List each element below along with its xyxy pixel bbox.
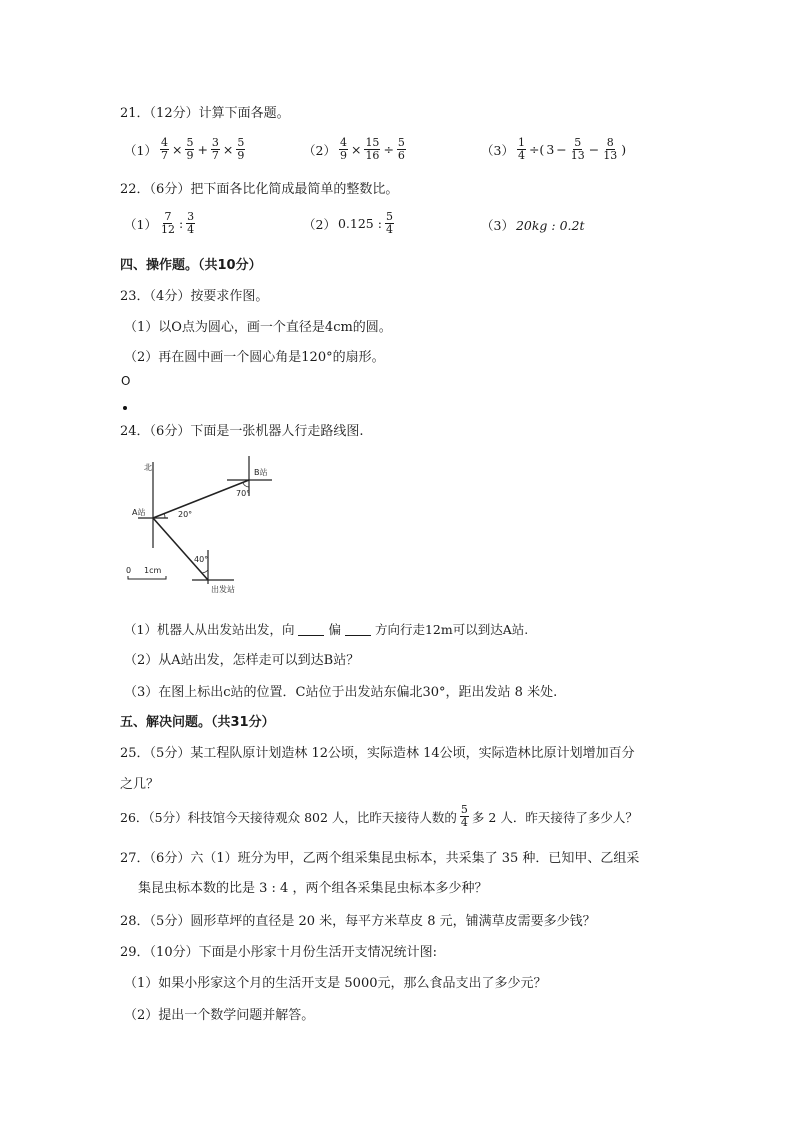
station-b-label: B站 [254, 468, 268, 477]
fraction: $\frac{5}{6}$ [397, 136, 405, 162]
q21-part2-label: （2） [303, 142, 336, 158]
q28: 28．（5分）圆形草坪的直径是 20 米，每平方米草皮 8 元，铺满草皮需要多少钱？ [120, 914, 596, 929]
q21-part3-label: （3） [481, 142, 514, 158]
q23-sub2: （2）再在圆中画一个圆心角是120°的扇形。 [124, 350, 385, 365]
fraction: $\frac{5}{9}$ [237, 136, 245, 162]
angle-20-label: 20° [178, 510, 193, 519]
fraction: $\frac{5}{9}$ [186, 136, 194, 162]
section-5-heading: 五、解决问题。（共31分） [120, 715, 275, 730]
q23-title: 23．（4分）按要求作图。 [120, 289, 269, 304]
scale-length-label: 1cm [144, 566, 162, 575]
point-o-label: O [121, 374, 131, 388]
q22-part2: （2） 0.125 : $\frac{5}{4}$ [303, 210, 393, 236]
q29-title: 29．（10分）下面是小彤家十月份生活开支情况统计图: [120, 945, 437, 960]
scale-zero-label: 0 [126, 566, 132, 575]
robot-route-diagram [122, 456, 282, 606]
fraction: $\frac{8}{13}$ [603, 136, 618, 162]
q29-sub1: （1）如果小彤家这个月的生活开支是 5000元，那么食品支出了多少元？ [124, 976, 547, 991]
north-label: 北 [144, 463, 152, 472]
q22-title: 22．（6分）把下面各比化简成最简单的整数比。 [120, 182, 399, 197]
angle-arc-start [202, 570, 208, 573]
q23-sub1: （1）以O点为圆心，画一个直径是4cm的圆。 [124, 320, 392, 335]
fraction: $\frac{4}{9}$ [339, 136, 347, 162]
q25-line2: 之几？ [120, 777, 160, 792]
fraction: $\frac{7}{12}$ [160, 210, 175, 236]
angle-40-label: 40° [194, 555, 209, 564]
q25-line1: 25．（5分）某工程队原计划造林 12公顷，实际造林 14公顷，实际造林比原计划增加百分 [120, 746, 635, 761]
fraction: $\frac{5}{13}$ [570, 136, 585, 162]
q24-sub3: （3）在图上标出c站的位置．C站位于出发站东偏北30°，距出发站 8 米处. [124, 685, 558, 700]
answer-blank-2[interactable] [345, 623, 371, 636]
q21-part1-label: （1） [124, 142, 157, 158]
fraction: $\frac{5}{4}$ [460, 803, 468, 829]
fraction: $\frac{3}{7}$ [211, 136, 219, 162]
q24-sub2: （2）从A站出发，怎样走可以到达B站？ [124, 653, 360, 668]
q22-part3: （3） 20kg : 0.2t [481, 217, 585, 233]
point-o-marker [123, 406, 127, 410]
q21-part1: （1） $\frac{4}{7}$ × $\frac{5}{9}$ + $\frac{3}{7}$ × $\frac{5}{9}$ [124, 136, 245, 162]
fraction: $\frac{4}{7}$ [160, 136, 168, 162]
q26: 26．（5分）科技馆今天接待观众 802 人，比昨天接待人数的 $\frac{5}{4}$ 多 2 人．昨天接待了多少人？ [120, 803, 638, 829]
q27-line2: 集昆虫标本数的比是 3 : 4 ，两个组各采集昆虫标本多少种？ [138, 881, 488, 896]
q24-title: 24．（6分）下面是一张机器人行走路线图. [120, 424, 364, 439]
fraction: $\frac{5}{4}$ [385, 210, 393, 236]
angle-arc-b [243, 483, 249, 487]
fraction: $\frac{15}{16}$ [365, 136, 380, 162]
q27-line1: 27．（6分）六（1）班分为甲，乙两个组采集昆虫标本，共采集了 35 种．已知甲、乙组采 [120, 851, 640, 866]
fraction: $\frac{3}{4}$ [187, 210, 195, 236]
station-a-label: A站 [132, 508, 146, 517]
angle-70-label: 70° [236, 489, 251, 498]
q21-title: 21．（12分）计算下面各题。 [120, 106, 290, 121]
q21-part2: （2） $\frac{4}{9}$ × $\frac{15}{16}$ ÷ $\frac{5}{6}$ [303, 136, 405, 162]
section-4-heading: 四、操作题。（共10分） [120, 258, 262, 273]
q29-sub2: （2）提出一个数学问题并解答。 [124, 1008, 315, 1023]
start-station-label: 出发站 [211, 585, 235, 594]
fraction: $\frac{1}{4}$ [517, 136, 525, 162]
q21-part3: （3） $\frac{1}{4}$ ÷( 3 − $\frac{5}{13}$ − $\frac{8}{13}$ ) [481, 136, 627, 162]
route-a-to-b [153, 480, 249, 518]
answer-blank-1[interactable] [298, 623, 324, 636]
q24-sub1: （1）机器人从出发站出发，向 偏 方向行走12m可以到达A站. [124, 622, 529, 637]
q22-part1: （1） $\frac{7}{12}$ : $\frac{3}{4}$ [124, 210, 195, 236]
scale-bar [128, 576, 166, 579]
